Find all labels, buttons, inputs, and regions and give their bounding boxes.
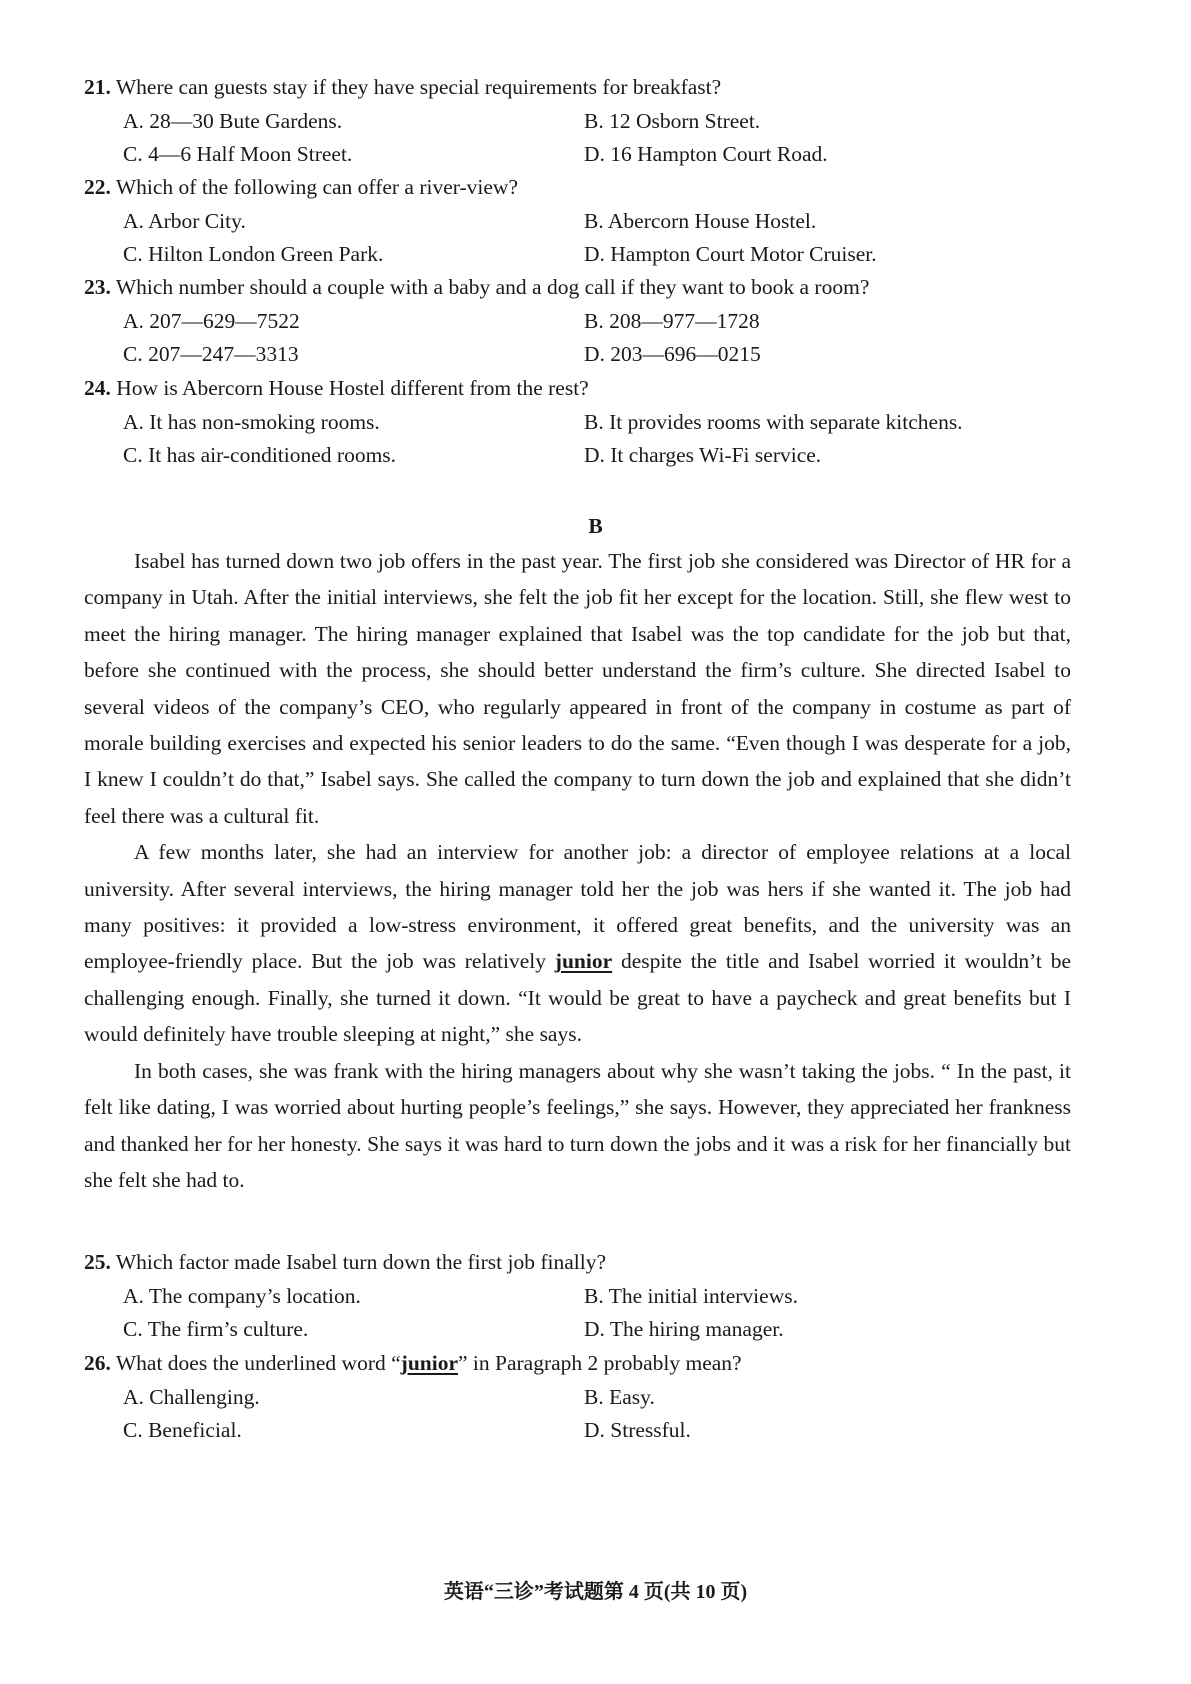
option-23-b: B. 208—977—1728 [584,309,760,333]
question-text-after: ” in Paragraph 2 probably mean? [458,1351,742,1375]
paragraph-3: In both cases, she was frank with the hiring managers about why she wasn’t taking the jobs. “ In the past, it felt like dating, I was worried about hurting people’s feelings,” she says. However, they appreciated her frankness and thanked her for her honesty. She says it was hard to turn down the jobs and it was a risk for her financially but she felt she had to. [84,1058,1071,1192]
option-25-d: D. The hiring manager. [584,1317,784,1341]
underlined-word: junior [554,949,613,974]
option-23-a: A. 207—629—7522 [123,309,300,333]
option-24-c: C. It has air-conditioned rooms. [123,443,397,467]
option-24-b: B. It provides rooms with separate kitchens. [584,410,963,434]
option-22-b: B. Abercorn House Hostel. [584,209,817,233]
question-number: 23. [84,275,111,299]
option-25-c: C. The firm’s culture. [123,1317,309,1341]
option-26-c: C. Beneficial. [123,1418,242,1442]
paragraph-2-text-after: despite the title and Isabel worried it wouldn’t be challenging enough. Finally, she turned it down. “It would be great to have a paycheck and great benefits but I would definitely have trouble sleeping at night,” she says. [84,949,1071,1047]
question-text: Which factor made Isabel turn down the first job finally? [115,1250,607,1274]
option-24-d: D. It charges Wi-Fi service. [584,443,822,467]
option-21-c: C. 4—6 Half Moon Street. [123,142,353,166]
paragraph-1: Isabel has turned down two job offers in the past year. The first job she considered was Director of HR for a company in Utah. After the initial interviews, she felt the job fit her except for the location. Still, she flew west to meet the hiring manager. The hiring manager explained that Isabel was the top candidate for the job but that, before she continued with the process, she should better understand the firm’s culture. She directed Isabel to several videos of the company’s CEO, who regularly appeared in front of the company in costume as part of morale building exercises and expected his senior leaders to do the same. “Even though I was desperate for a job, I knew I couldn’t do that,” Isabel says. She called the company to turn down the job and explained that she didn’t feel there was a cultural fit. [84,549,1071,828]
question-number: 24. [84,376,111,400]
paragraph-2-text-before: A few months later, she had an interview for another job: a director of employee relations at a local university. After several interviews, the hiring manager told her the job was hers if she wanted it. The job had many positives: it provided a low-stress environment, it offered great benefits, and the university was an employee-friendly place. But the job was relatively [84,840,1071,974]
question-24 [84,371,589,405]
option-22-d: D. Hampton Court Motor Cruiser. [584,242,877,266]
reading-passage [84,543,1071,1198]
question-number: 21. [84,75,111,99]
question-text-before: What does the underlined word “ [115,1351,401,1375]
question-number: 26. [84,1351,111,1375]
option-24-a: A. It has non-smoking rooms. [123,410,380,434]
option-21-a: A. 28—30 Bute Gardens. [123,109,343,133]
question-text: Which number should a couple with a baby and a dog call if they want to book a room? [115,275,870,299]
option-22-c: C. Hilton London Green Park. [123,242,384,266]
question-text: Where can guests stay if they have special requirements for breakfast? [115,75,722,99]
option-22-a: A. Arbor City. [123,209,246,233]
option-23-c: C. 207—247—3313 [123,342,299,366]
question-25 [84,1245,606,1279]
question-26 [84,1346,742,1380]
option-23-d: D. 203—696—0215 [584,342,761,366]
option-25-b: B. The initial interviews. [584,1284,798,1308]
option-25-a: A. The company’s location. [123,1284,361,1308]
option-21-b: B. 12 Osborn Street. [584,109,761,133]
question-21 [84,70,721,104]
page-footer: 英语“三诊”考试题第 4 页(共 10 页) [443,1581,748,1603]
paragraph-2 [84,834,1071,1052]
option-21-d: D. 16 Hampton Court Road. [584,142,828,166]
question-text: Which of the following can offer a river-view? [115,175,519,199]
question-22 [84,170,518,204]
option-26-d: D. Stressful. [584,1418,691,1442]
option-26-b: B. Easy. [584,1385,655,1409]
question-text: How is Abercorn House Hostel different from the rest? [116,376,589,400]
underlined-word: junior [400,1351,458,1375]
question-number: 25. [84,1250,111,1274]
question-number: 22. [84,175,111,199]
section-title: B [588,514,603,538]
question-23 [84,270,869,304]
option-26-a: A. Challenging. [123,1385,260,1409]
